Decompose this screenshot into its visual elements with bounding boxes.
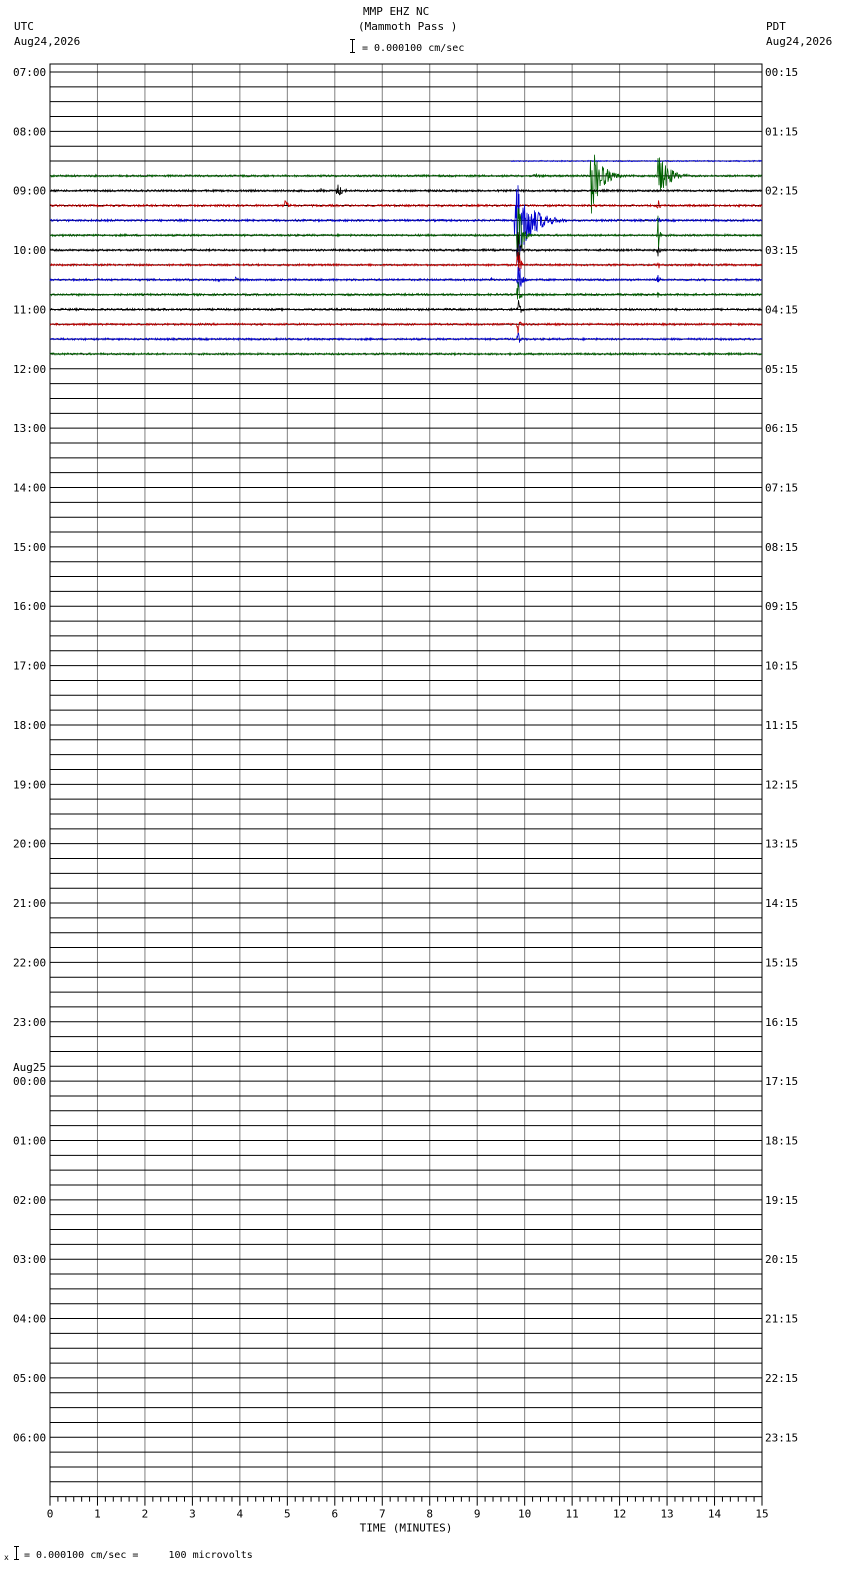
utc-hour-label: 01:00	[13, 1134, 47, 1148]
x-tick-label: 6	[331, 1507, 339, 1521]
utc-hour-label: 10:00	[13, 244, 47, 258]
date-change-label: Aug25	[13, 1061, 47, 1075]
pdt-hour-label: 22:15	[765, 1371, 799, 1385]
utc-hour-label: 04:00	[13, 1312, 47, 1326]
utc-hour-label: 12:00	[13, 362, 47, 376]
seismogram-trace	[50, 300, 762, 313]
seismogram-trace	[50, 200, 762, 208]
x-tick-label: 12	[612, 1507, 627, 1521]
pdt-hour-label: 03:15	[765, 244, 799, 258]
x-tick-label: 1	[94, 1507, 101, 1521]
left-date-label: Aug24,2026	[14, 35, 81, 48]
pdt-hour-label: 07:15	[765, 481, 799, 495]
pdt-hour-label: 12:15	[765, 778, 799, 792]
seismogram-trace	[50, 232, 762, 263]
seismogram-trace	[50, 155, 762, 214]
x-tick-label: 13	[660, 1507, 674, 1521]
pdt-hour-label: 09:15	[765, 600, 799, 614]
footer-scale-icon	[4, 1545, 20, 1561]
utc-hour-label: 06:00	[13, 1431, 47, 1445]
x-tick-label: 4	[236, 1507, 244, 1521]
pdt-hour-label: 02:15	[765, 184, 799, 198]
utc-hour-label: 14:00	[13, 481, 47, 495]
station-title: MMP EHZ NC	[363, 5, 430, 18]
pdt-hour-label: 23:15	[765, 1431, 799, 1445]
x-tick-label: 2	[141, 1507, 149, 1521]
x-tick-label: 14	[707, 1507, 722, 1521]
pdt-hour-label: 10:15	[765, 659, 799, 673]
pdt-hour-label: 16:15	[765, 1015, 799, 1029]
seismogram-trace	[50, 353, 762, 355]
pdt-hour-label: 18:15	[765, 1134, 799, 1148]
seismogram-trace	[50, 185, 762, 195]
right-date-label: Aug24,2026	[766, 35, 833, 48]
utc-hour-label: 05:00	[13, 1371, 47, 1385]
utc-hour-label: 08:00	[13, 125, 47, 139]
x-tick-label: 3	[189, 1507, 196, 1521]
seismogram-trace	[50, 267, 762, 291]
utc-hour-label: 18:00	[13, 718, 47, 732]
utc-hour-label: 09:00	[13, 184, 47, 198]
plot-frame	[50, 64, 762, 1497]
utc-hour-label: 22:00	[13, 956, 47, 970]
utc-hour-label: 21:00	[13, 897, 47, 911]
scale-label: = 0.000100 cm/sec	[362, 43, 465, 54]
pdt-hour-label: 05:15	[765, 362, 799, 376]
right-timezone-label: PDT	[766, 20, 786, 33]
utc-hour-label: 02:00	[13, 1193, 47, 1207]
utc-hour-label: 00:00	[13, 1075, 47, 1089]
x-tick-label: 0	[46, 1507, 54, 1521]
pdt-hour-label: 19:15	[765, 1193, 799, 1207]
seismogram-trace	[50, 333, 762, 343]
pdt-hour-label: 01:15	[765, 125, 799, 139]
pdt-hour-label: 21:15	[765, 1312, 799, 1326]
footer-scale-label: = 0.000100 cm/sec = 100 microvolts	[24, 1550, 253, 1561]
utc-hour-label: 19:00	[13, 778, 47, 792]
x-tick-label: 9	[473, 1507, 481, 1521]
pdt-hour-label: 00:15	[765, 66, 799, 79]
svg-text:x: x	[4, 1553, 9, 1561]
station-subtitle: (Mammoth Pass )	[358, 20, 458, 33]
utc-hour-label: 07:00	[13, 66, 47, 79]
x-tick-label: 8	[426, 1507, 434, 1521]
pdt-hour-label: 15:15	[765, 956, 799, 970]
left-timezone-label: UTC	[14, 20, 34, 33]
utc-hour-label: 11:00	[13, 303, 47, 317]
utc-hour-label: 15:00	[13, 540, 47, 554]
x-tick-label: 7	[378, 1507, 386, 1521]
utc-hour-label: 20:00	[13, 837, 47, 851]
x-tick-label: 10	[518, 1507, 532, 1521]
pdt-hour-label: 13:15	[765, 837, 799, 851]
utc-hour-label: 16:00	[13, 600, 47, 614]
utc-hour-label: 03:00	[13, 1253, 47, 1267]
pdt-hour-label: 11:15	[765, 718, 799, 732]
pdt-hour-label: 08:15	[765, 540, 799, 554]
pdt-hour-label: 20:15	[765, 1253, 799, 1267]
utc-hour-label: 23:00	[13, 1015, 47, 1029]
seismogram-trace	[50, 208, 762, 249]
x-tick-label: 5	[284, 1507, 291, 1521]
x-tick-label: 11	[565, 1507, 579, 1521]
utc-hour-label: 17:00	[13, 659, 47, 673]
utc-hour-label: 13:00	[13, 422, 47, 436]
pdt-hour-label: 04:15	[765, 303, 799, 317]
pdt-hour-label: 06:15	[765, 422, 799, 436]
pdt-hour-label: 14:15	[765, 897, 799, 911]
x-tick-label: 15	[755, 1507, 769, 1521]
seismogram-trace	[50, 282, 762, 300]
pdt-hour-label: 17:15	[765, 1075, 799, 1089]
x-axis-label: TIME (MINUTES)	[359, 1521, 453, 1535]
seismogram-trace	[50, 252, 762, 271]
